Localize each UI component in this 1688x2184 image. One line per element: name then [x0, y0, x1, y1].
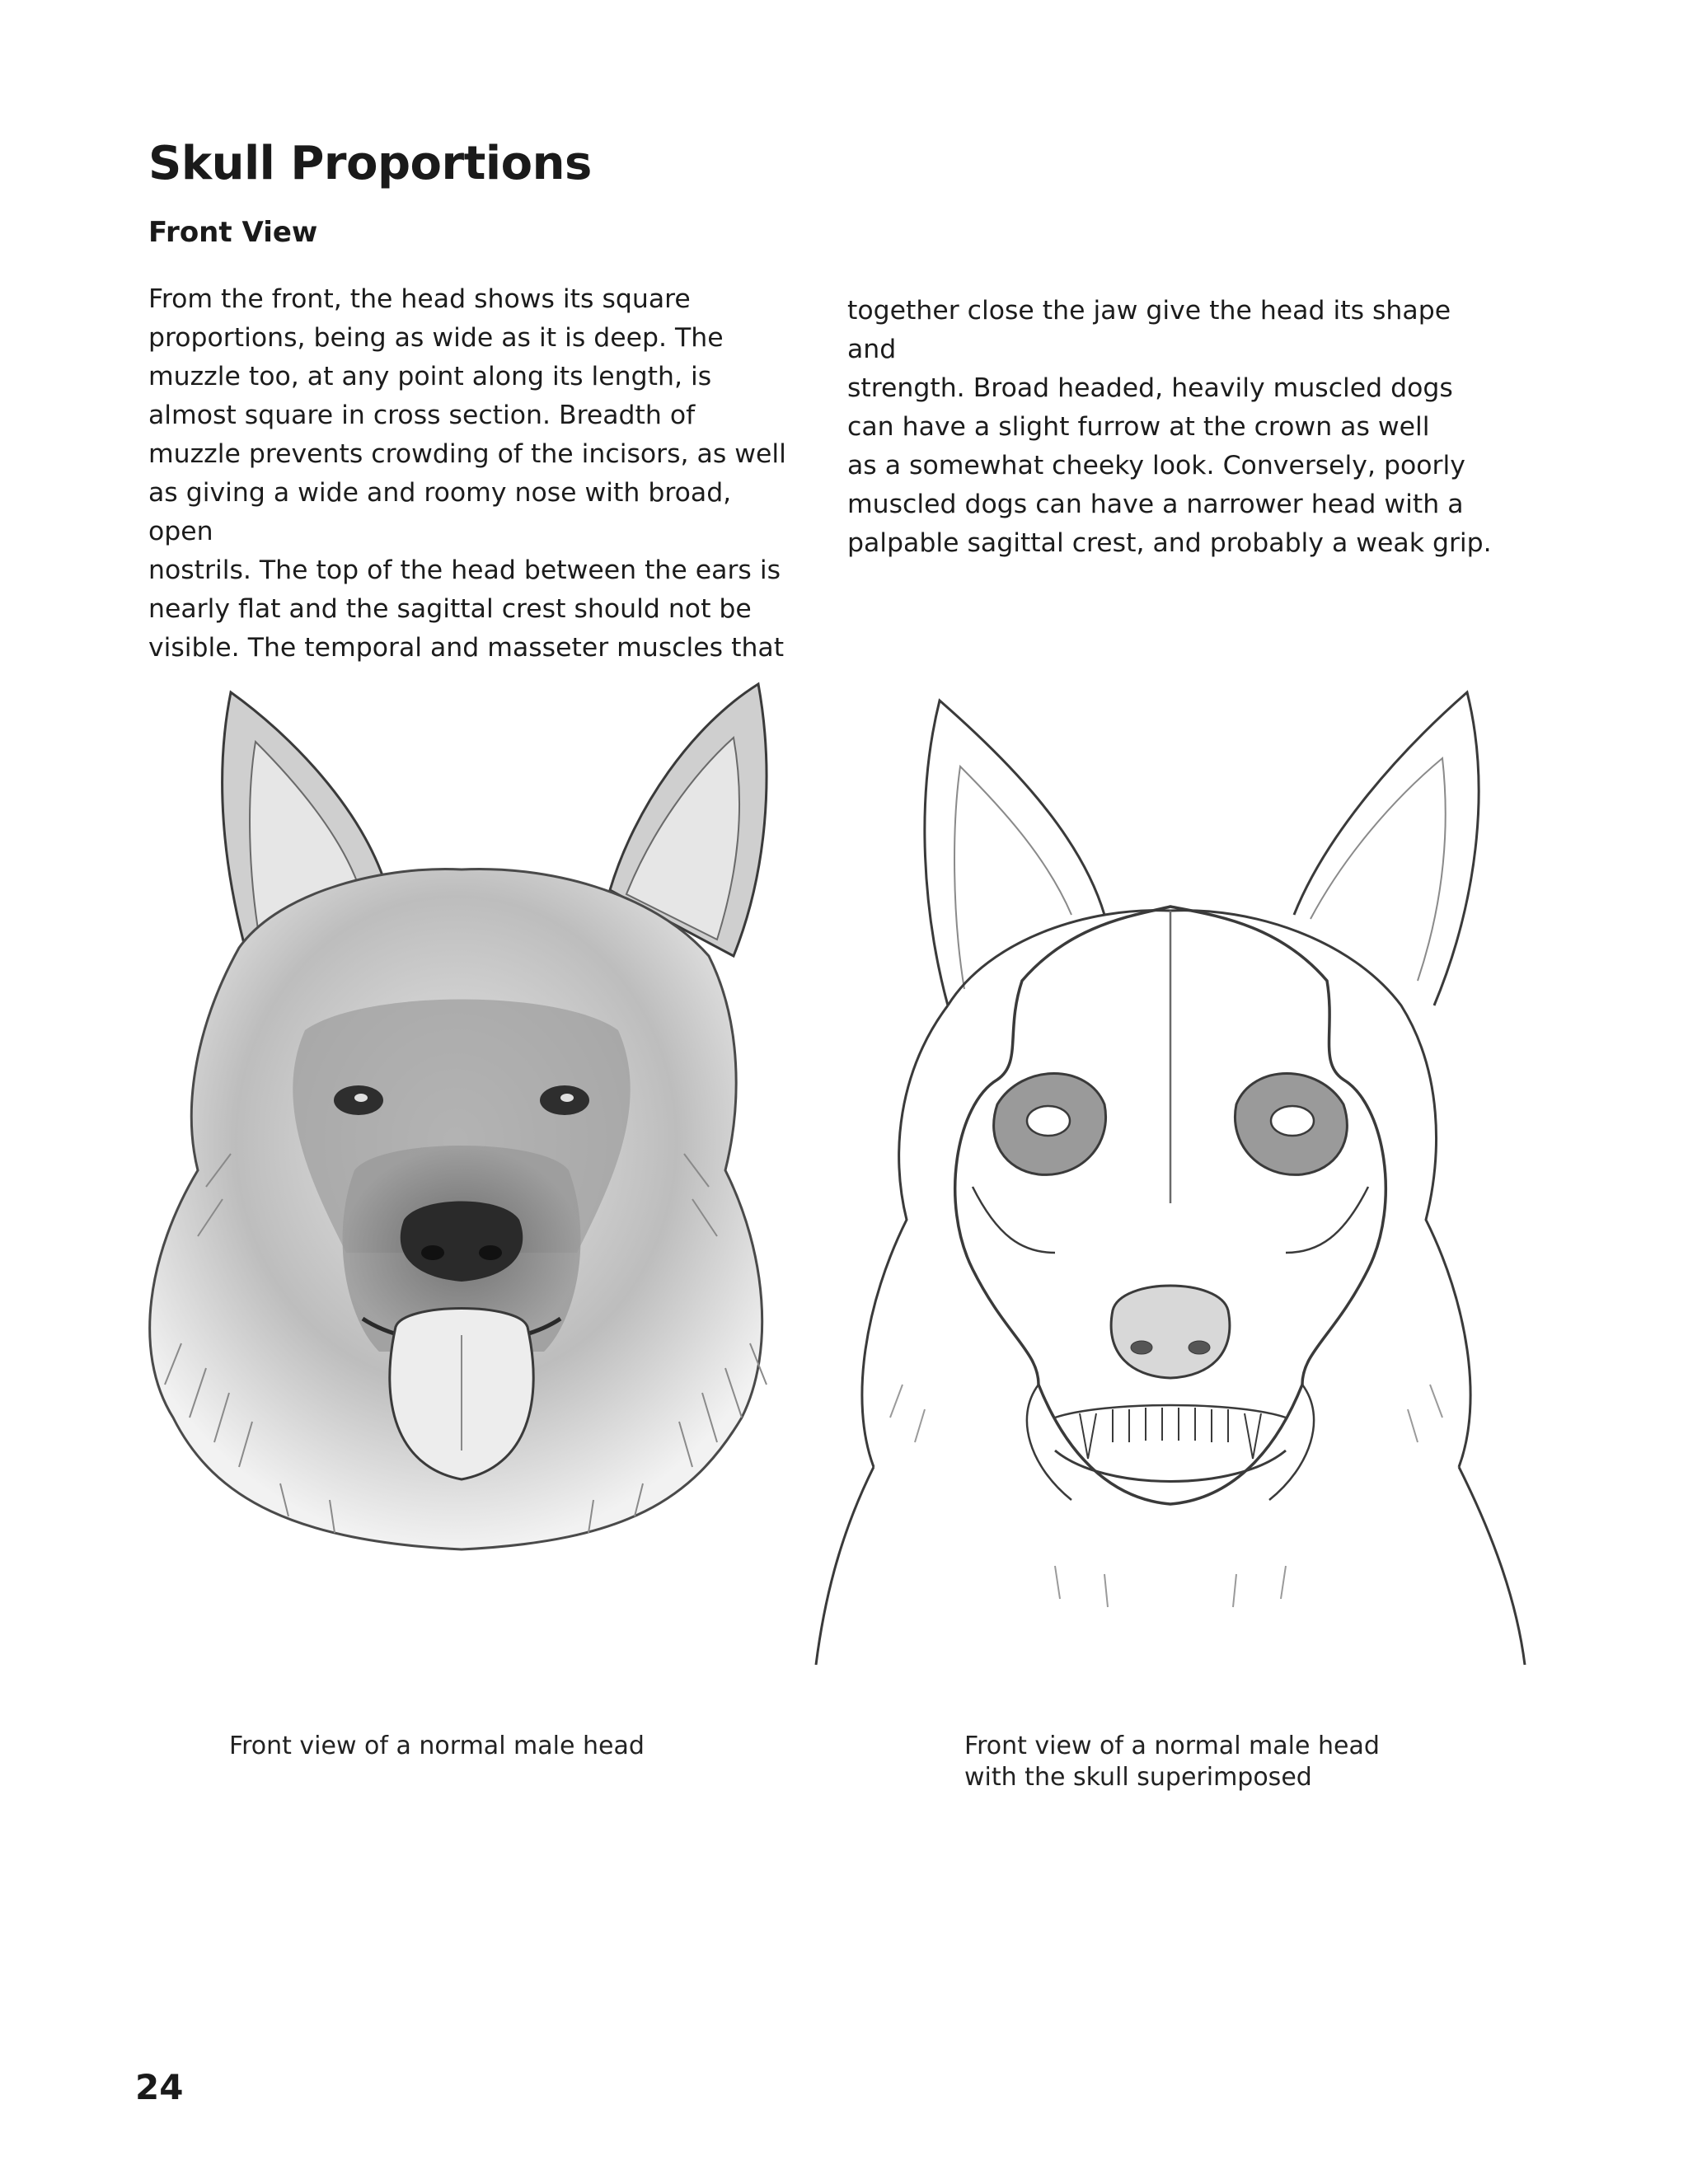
dog-head-illustration	[115, 676, 808, 1690]
dog-skull-overlay-illustration	[808, 676, 1533, 1690]
teeth	[1080, 1408, 1261, 1459]
upper-teeth-line	[1055, 1405, 1286, 1418]
nose	[1111, 1286, 1230, 1378]
left-ear-inner	[954, 766, 1071, 989]
figure-caption-right-line1: Front view of a normal male head	[964, 1732, 1380, 1760]
mandible-left	[1027, 1385, 1071, 1500]
page-title: Skull Proportions	[148, 137, 592, 190]
page-number: 24	[135, 2067, 184, 2107]
right-ear	[1294, 692, 1479, 1005]
right-zygomatic	[1286, 1187, 1368, 1253]
body-text-right-column: together close the jaw give the head its shape and strength. Broad headed, heavily muscled dogs can have a slight furrow at the crown as well as a somewhat cheeky look. Conversely, poorly muscled dogs can have a narrower head with a palpable sagittal crest, and probably a weak grip.	[847, 296, 1492, 558]
head-outline	[948, 911, 1470, 1467]
dog-skull-overlay-drawing	[808, 676, 1533, 1690]
left-ear	[925, 701, 1104, 1005]
left-zygomatic	[973, 1187, 1055, 1253]
figure-caption-left: Front view of a normal male head	[229, 1732, 645, 1760]
dog-head-drawing	[115, 676, 808, 1690]
figure-caption-right	[964, 1731, 1380, 1793]
section-subtitle: Front View	[148, 216, 318, 249]
figure-caption-right-line2: with the skull superimposed	[964, 1763, 1312, 1792]
mandible-right	[1269, 1385, 1314, 1500]
neck-right	[1459, 1467, 1525, 1665]
fur-hatching	[890, 1385, 1442, 1607]
neck-left	[816, 1467, 874, 1665]
body-text-left-column: From the front, the head shows its square proportions, being as wide as it is deep. The muzzle too, at any point along its length, is almost square in cross section. Breadth of muzzle prevents crowding of the incisors, as well as giving a wide and roomy nose with broad, open nostrils. The top of the head between the ears is nearly flat and the sagittal crest should not be visible. The temporal and masseter muscles that	[148, 284, 786, 663]
